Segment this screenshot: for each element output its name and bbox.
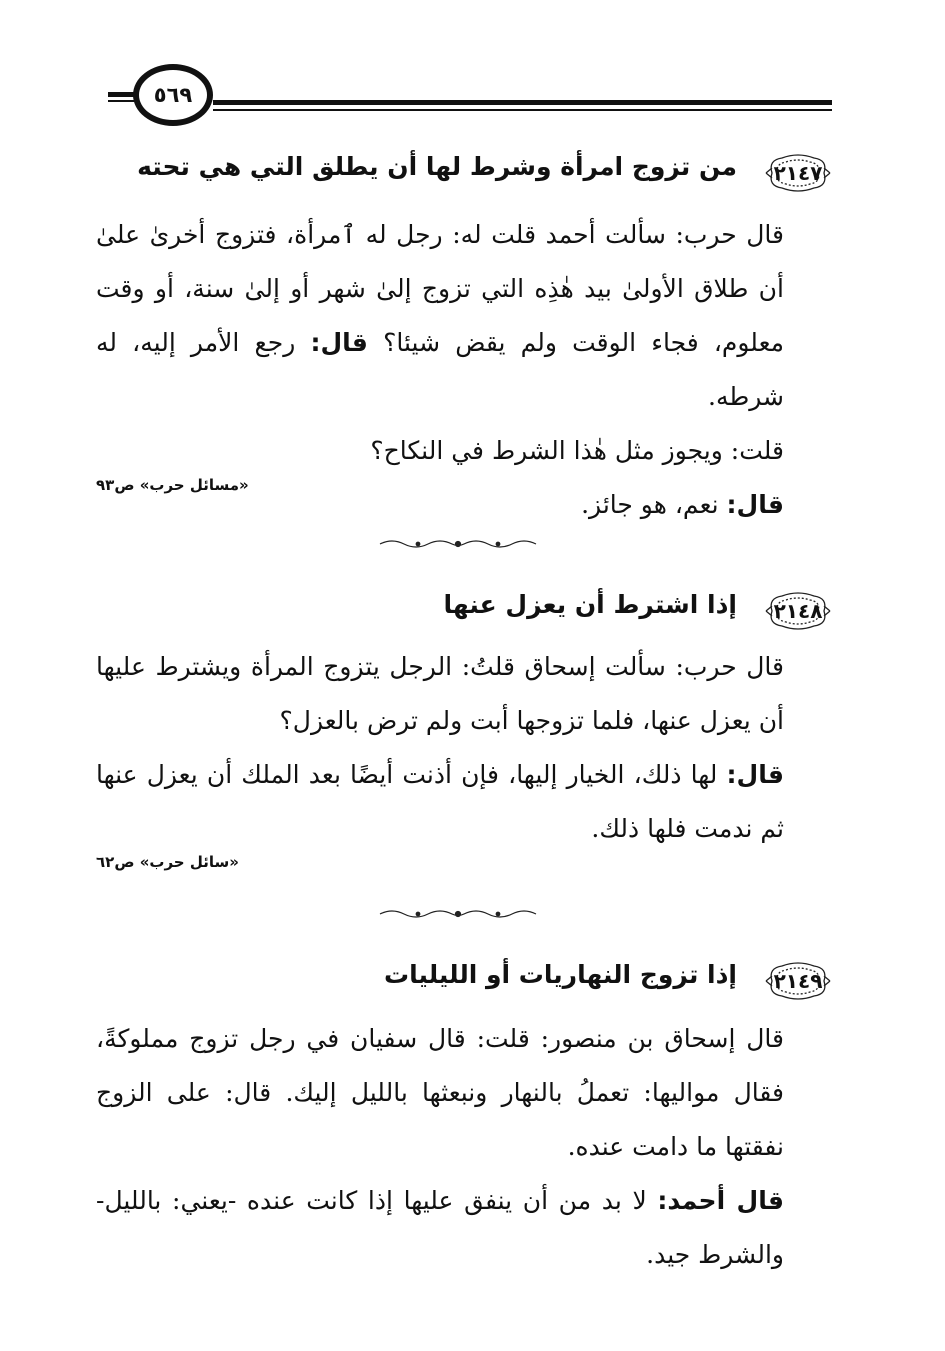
- paragraph: [96, 640, 832, 748]
- speaker-label: قال أحمد:: [657, 1186, 784, 1215]
- paragraph-text: قال حرب: سألت أحمد قلت له: رجل له ٱمرأة، فتزوج أخرىٰ علىٰ أن طلاق الأولىٰ بيد هٰذِه التي تزوج إلىٰ شهر أو إلىٰ سنة، أو وقت معلوم، فجاء الوقت ولم يقض شيئا؟: [96, 220, 785, 357]
- entry-number-badge: [764, 588, 832, 634]
- paragraph: [96, 748, 832, 856]
- entry-number-badge: [764, 958, 832, 1004]
- paragraph-text: لا بد من أن ينفق عليها إذا كانت عنده -يعني: بالليل- والشرط جيد.: [96, 1186, 784, 1269]
- speaker-label: قال:: [726, 490, 784, 519]
- entry-title: إذا تزوج النهاريات أو الليليات: [383, 960, 737, 989]
- entry-title: من تزوج امرأة وشرط لها أن يطلق التي هي تحته: [137, 152, 737, 181]
- paragraph: [96, 1174, 832, 1282]
- paragraph: [96, 208, 832, 424]
- speaker-label: قال:: [726, 760, 784, 789]
- page-number: ٥٦٩: [153, 83, 193, 107]
- header-rule-thick: [213, 100, 832, 105]
- paragraph: [96, 1012, 832, 1174]
- entry-title: إذا اشترط أن يعزل عنها: [443, 590, 737, 619]
- entry-number-badge: [764, 150, 832, 196]
- entry-body: [96, 1012, 832, 1282]
- header-rule-left-thin: [108, 100, 135, 102]
- source-citation: «مسائل حرب» ص٩٣: [96, 476, 249, 494]
- entry-heading: [96, 150, 832, 210]
- paragraph-text: قلت: ويجوز مثل هٰذا الشرط في النكاح؟: [370, 436, 784, 465]
- entry-number: ٢١٤٧: [773, 161, 823, 185]
- ornamental-divider-icon: [378, 907, 538, 921]
- source-citation: «سائل حرب» ص٦٢: [96, 853, 239, 871]
- paragraph-text: نعم، هو جائز.: [581, 490, 719, 519]
- ornamental-divider-icon: [378, 537, 538, 551]
- speaker-label: قال:: [310, 328, 368, 357]
- entry-number: ٢١٤٩: [773, 969, 823, 993]
- paragraph-text: لها ذلك، الخيار إليها، فإن أذنت أيضًا بعد الملك أن يعزل عنها ثم ندمت فلها ذلك.: [96, 760, 784, 843]
- paragraph-text: رجع الأمر إليه، له شرطه.: [96, 328, 784, 411]
- paragraph-text: قال حرب: سألت إسحاق قلتُ: الرجل يتزوج المرأة ويشترط عليها أن يعزل عنها، فلما تزوجها أبت ولم ترض بالعزل؟: [96, 652, 784, 735]
- entry-body: [96, 640, 832, 856]
- header-rule-left-thick: [108, 92, 135, 97]
- paragraph: [96, 424, 832, 478]
- entry-heading: [96, 588, 832, 648]
- entry-heading: [96, 958, 832, 1018]
- page-number-badge: [133, 64, 213, 126]
- entry-number: ٢١٤٨: [773, 599, 823, 623]
- header-rule-thin: [213, 109, 832, 111]
- paragraph-text: قال إسحاق بن منصور: قلت: قال سفيان في رجل تزوج مملوكةً، فقال مواليها: تعملُ بالنهار ونبعثها بالليل إليك. قال: على الزوج نفقتها ما دامت عنده.: [96, 1024, 784, 1161]
